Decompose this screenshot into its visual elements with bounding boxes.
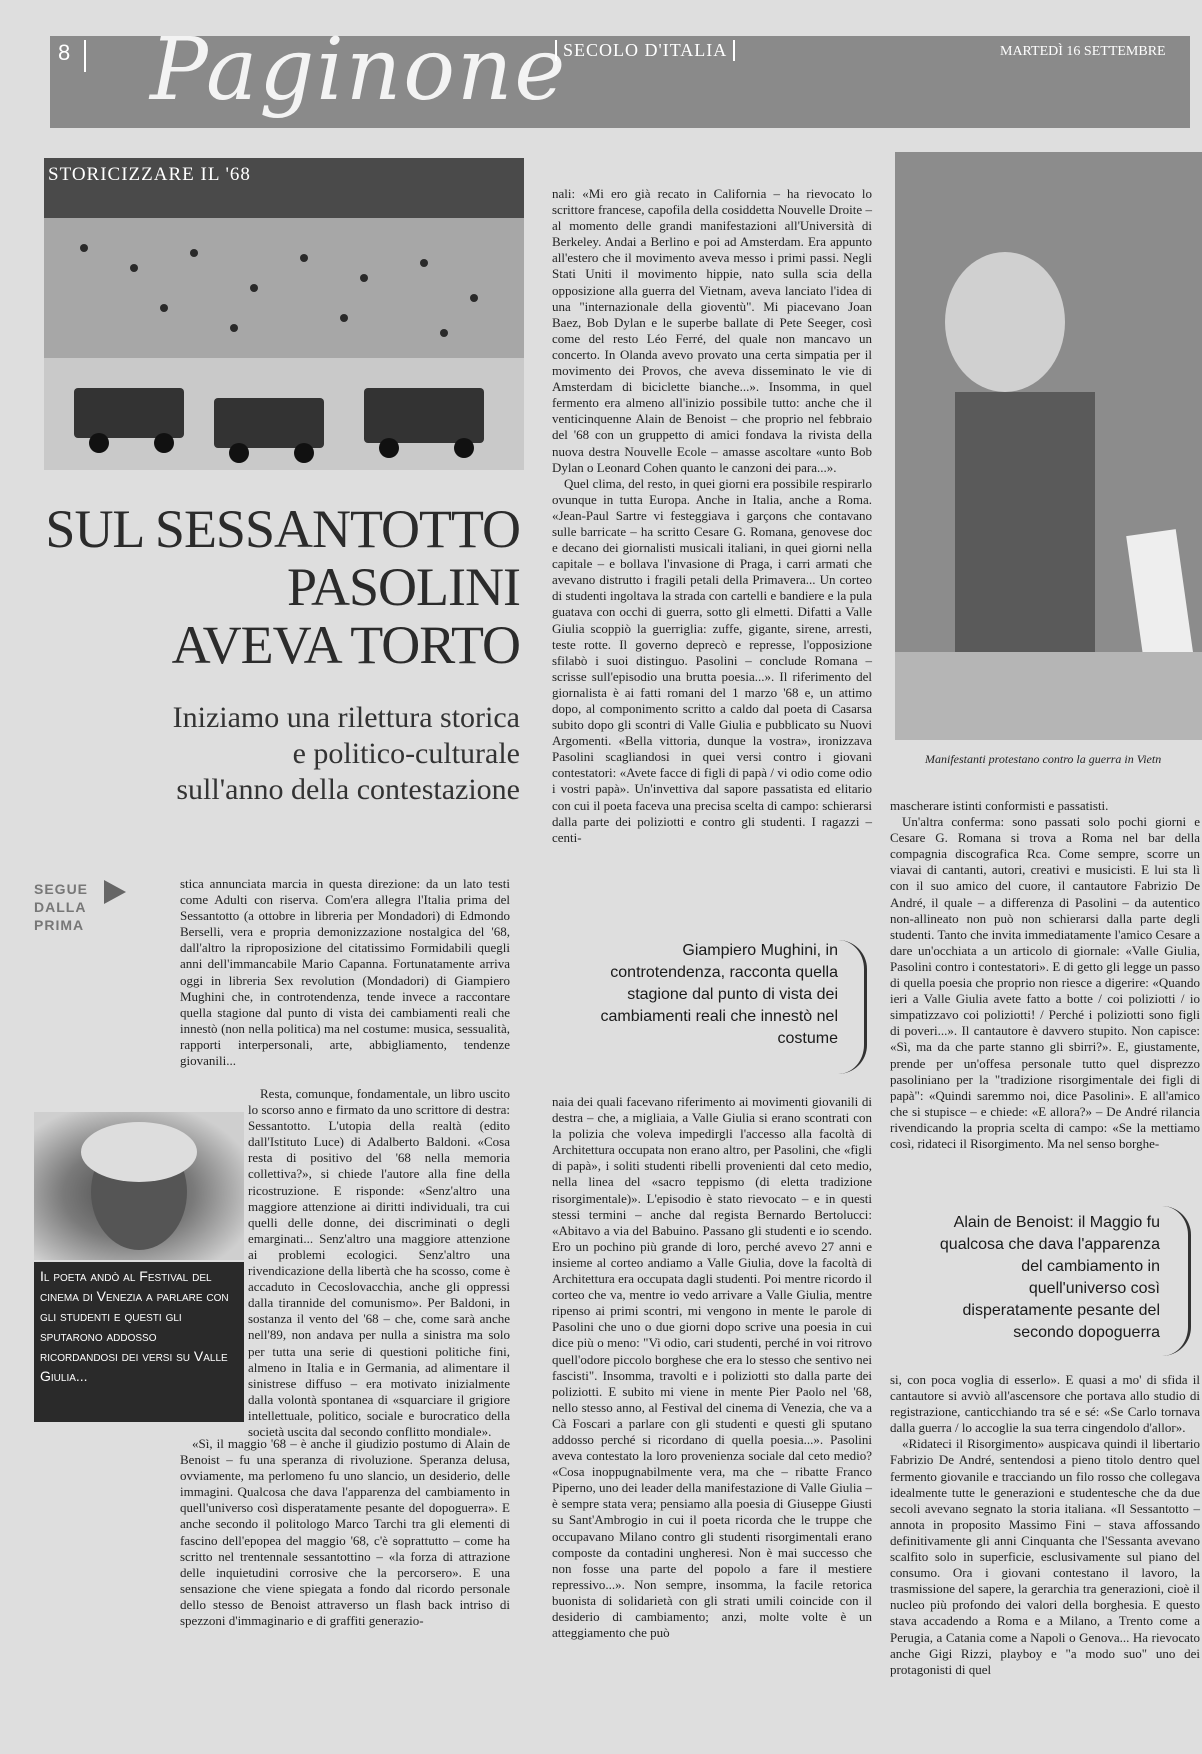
paragraph: Un'altra conferma: sono passati solo pochi giorni e Cesare G. Romana si trova a Roma nel bar della compagnia discografica Rca. Come sempre, scorre un viavai di cantanti, autori, creativi e musicisti. E lui sta lì con il suo amico del cuore, il cantautore Fabrizio De André, il quale – a differenza di Pasolini – da autentico non-allineato non può non schierarsi dalla parte degli studenti. Tanto che invita immediatamente l'amico Cesare a dare un'occhiata a un articolo di giornale: «Valle Giulia, Pasolini contro i contestatori». E di getto gli legge un passo di quella poesia che proprio non riesce a digerire: «Quando ieri a Valle Giulia avete fatto a botte / coi poliziotti / io simpatizzavo coi poliziotti! / Perché i poliziotti sono figli di poveri...». Il cantautore è davvero stupito. Non capisce: «Sì, ma da che parte stanno gli sbirri?». E, giustamente, prende per un'offesa personale tutto quel disprezzo pasoliniano per la "tradizione risorgimentale dei figli di papà": «Quindi saremmo noi, dice Pasolini». E all'amico che si stupisce – e chiede: «E allora?» – De André rilancia rivendicando la propria scelta di campo: «Se la mettiamo così, ridateci il Risorgimento. Ma nel senso borghe- [890,814,1200,1151]
portrait-photo [34,1112,244,1260]
paragraph: «Ridateci il Risorgimento» auspicava quindi il libertario Fabrizio De André, sentendosi a pieno titolo dentro quel fermento giovanile e tracciando un filo rosso che collegava idealmente tutte le generazioni e studentesche che da due secoli avevano segnato la storia italiana. «Il Sessantotto – annota in proposito Massimo Fini – stava affossando definitivamente gli anni Cinquanta che l'Sessanta avevano scalfito solo in superficie, esclusivamente sul piano del consumo. Ora i giovani contestano il lavoro, la trasmissione del sapere, la gerarchia tra generazioni, cioè il nucleo più profondo dei valori della borghesia. E questo stava accadendo a Roma e a Milano, a Trento come a Perugia, a Catania come a Napoli o Genova... Ha rievocato anche Gigi Rizzi, playboy e "a modo suo" uno dei protagonisti di quel [890,1436,1200,1677]
paragraph: stica annunciata marcia in questa direzione: da un lato testi come Adulti con riserva. Com'era allegra l'Italia prima del Sessantotto (a ottobre in libreria per Mondadori) di Edmondo Berselli, vera e propria demonizzazione nostalgica del '68, dall'altro la riproposizione del citatissimo Formidabili quegli anni dell'immancabile Mario Capanna. Fortunatamente arriva oggi in libreria Sex revolution (Mondadori) di Giampiero Mughini che, in controtendenza, tende invece a raccontare quella stagione dal punto di vista dei cambiamenti reali che innestò (non nella politica) ma nel costume: musica, sessualità, rapporti interpersonali, arte, abbigliamento, tendenze giovanili... [180,876,510,1069]
subheadline [40,700,520,808]
paragraph: Resta, comunque, fondamentale, un libro uscito lo scorso anno e firmato da uno scrittore di destra: Sessantotto. L'utopia della realtà (edito dall'Istituto Luce) di Adalberto Baldoni. «Cosa resta di positivo del '68 nella memoria collettiva?», si chiede l'autore alla fine della ricostruzione. E risponde: «Senz'altro una maggiore attenzione ai diritti individuali, tra cui quelli delle donne, dei discriminati o degli emarginati... Senz'altro una maggiore attenzione ai problemi ecologici. Senz'altro una rivendicazione della libertà che ha scosso, come è accaduto in Cecoslovacchia, anche gli oppressi dalla tirannide del comunismo». Per Baldoni, in sostanza il vento del '68 – che, come sarà anche nell'89, non andava per nulla a sinistra ma solo per tutta una serie di questioni politiche fini, almeno in Italia e in Germania, ad alimentare il sinistrese diffuso – era motivato inizialmente dalla volontà spontanea di «squarciare il grigiore intellettuale, politico, sociale e burocratico della società uscita dal secondo conflitto mondiale». [248,1086,510,1439]
headline-line-1: SUL SESSANTOTTO [45,499,520,559]
paragraph: nali: «Mi ero già recato in California – ha rievocato lo scrittore francese, capofila della cosiddetta Nouvelle Droite – al momento delle grandi manifestazioni all'Università di Berkeley. Andai a Berlino e poi ad Amsterdam. Era appunto all'estero che il movimento aveva messo i primi passi. Negli Stati Uniti il movimento hippie, nato sulla scia della opposizione alla guerra del Vietnam, aveva lanciato l'idea di una "internazionale della gioventù". Mi piacevano Joan Baez, Bob Dylan e le superbe ballate di Pete Seeger, così come del resto Léo Ferré, del quale non mancavo un concerto. In Olanda avevo provato una certa simpatia per il movimento dei Provos, che aveva disseminato le vie di Amsterdam di biciclette bianche...». Insomma, in quel fermento era almeno all'inizio possibile tutto: anche che il venticinquenne Alain de Benoist – che proprio nel febbraio del '68 con un gruppetto di amici fondava la rivista della nuova destra Nouvelle Ecole – amasse ascoltare «unto Bob Dylan o Leonard Cohen quanto le canzoni dei para...». [552,186,872,475]
paragraph: Quel clima, del resto, in quei giorni era possibile respirarlo ovunque in tutta Europa. Anche in Italia, anche a Roma. «Jean-Paul Sartre vi festeggiava i garçons che contavano sulle barricate – ha scritto Cesare G. Romana, genovese doc e decano dei giornalisti musicali italiani, in quei giorni nella capitale – e bollava l'invasione di Praga, i carri armati che avevano distrutto i fragili petali della Primavera... Un corteo di studenti ingoltava la strada con cartelli e bandiere e la pula guatava con occhi di guerra, sotto gli elmetti. Difatti a Valle Giulia scoppiò la guerriglia: zuffe, gigante, sirene, arresti, teste rotte. Il governo deprecò e represse, l'opposizione sfilabò i suoi distinguo. Pasolini – conclude Romana – scrisse sull'episodio una brutta poesia...». Il riferimento del giornalista è ai fatti romani del 1 marzo '68 e, un attimo dopo, al componimento scritto a caldo dal poeta di Casarsa subito dopo gli scontri di Valle Giulia e pubblicato su Nuovi Argomenti. «Bella vittoria, dunque la vostra», ironizzava Pasolini scagliandosi in quei versi contro i giovani contestatori: «Avete facce di figli di papà / vi odio come odio i vostri papà». Un'invettiva dal sapore passatista ed elitario con cui il poeta faceva una precisa scelta di campo: schierarsi dalla parte dei poliziotti e contro gli studenti. I ragazzi – centi- [552,475,872,845]
headline-line-2: PASOLINI [286,557,520,617]
protesters-photo [895,152,1202,740]
publication-date: MARTEDÌ 16 SETTEMBRE [1000,44,1166,59]
pullquote-bracket [1162,1206,1191,1356]
pullquote-bracket [838,940,867,1074]
lead-photo [44,158,524,470]
arrow-right-icon [104,880,126,904]
article-col1-intro [180,876,510,1069]
subhead-line-1: Iniziamo una rilettura storica [172,701,520,734]
segue-line-2: DALLA [34,899,87,915]
article-col1-benoist [180,1436,510,1629]
article-col2-top [552,186,872,846]
headline [40,500,520,674]
article-col1-cont [248,1086,510,1440]
paragraph: naia dei quali facevano riferimento ai movimenti giovanili di destra – che, a migliaia, a Valle Giulia si erano scontrati con la polizia che voleva impedirgli l'accesso alla facoltà di Architettura occupata non erano altro, per Pasolini, che «figli di papà», i soliti studenti ribelli provenienti dal ceto medio, nella linea del «sacro teppismo (di eletta tradizione risorgimentale)». L'episodio è stato rievocato – e in questi stessi termini – anche dal regista Bernardo Bertolucci: «Abitavo a via del Babuino. Passano gli studenti e io scendo. Ero un pochino più grande di loro, perché avevo 27 anni e insieme al corteo andiamo a Valle Giulia, dove la facoltà di Architettura era occupata dagli studenti. Poi mentre ricordo il corteo che va, mentre io vedo arrivare a Valle Giulia, mentre ripenso ai primi scontri, mi vengono in mente le parole di Pasolini che uno o due giorni dopo scrive una poesia in cui dice più o meno: "Vi odio, cari studenti, perché in voi ritrovo quell'odore piccolo borghese che era lo stesso che sentivo nei fascisti". Insomma, travolti e i poliziotti sto dalla parte dei poliziotti. E subito mi viene in mente Pier Paolo nel '68, nello stesso anno, al Festival del cinema di Venezia, che va a Cà Foscari a parlare con gli studenti e questi gli sputano addosso perché si ricordano di quella poesia...». Pasolini aveva contestato la loro provenienza sociale dal ceto medio? «Cosa inoppugnabilmente vera, ma che – ribatte Franco Piperno, uno dei leader della manifestazione di Valle Giulia – è sempre stata vera; pensiamo alla poesia di Giuseppe Giusti su Sant'Ambrogio in cui il poeta ricorda che le truppe che occupavano Milano contro gli studenti risorgimentali erano composte da contadini ungheresi. Non è mai successo che non fosse una parte del popolo a fare il mestiere repressivo...». Non sempre, insomma, la facile retorica buonista di solidarietà con gli strati umili coincide con il desiderio di cambiamento; anzi, molte volte è un atteggiamento che può [552,1094,872,1641]
portrait-image [34,1112,244,1260]
paragraph: «Sì, il maggio '68 – è anche il giudizio postumo di Alain de Benoist – fu una speranza di rivoluzione. Speranza delusa, ovviamente, ma perlomeno fu uno slancio, un desiderio, delle immagini. Qualcosa che dava l'apparenza del cambiamento in quell'universo così disperatamente pesante del dopoguerra». E anche secondo il politologo Marco Tarchi tra gli elementi di fascino dell'epopea del maggio '68, c'è soprattutto – come ha scritto nel trentennale sessantottino – «la forza di attrazione delle inquietudini corrosive che la percorsero». E una sensazione che viene spiegata a fondo dal ricordo personale dello stesso de Benoist attraverso un flash back intriso di spezzoni d'immaginario e di graffiti generazio- [180,1436,510,1629]
subhead-line-2: e politico-culturale [292,737,520,770]
section-title: Paginone [150,20,568,120]
headline-line-3: AVEVA TORTO [171,615,520,675]
article-col3-bottom [890,1372,1200,1678]
article-col2-bottom [552,1094,872,1641]
publication-name: SECOLO D'ITALIA [555,40,735,61]
subhead-line-3: sull'anno della contestazione [176,773,520,806]
segue-line-3: PRIMA [34,917,85,933]
page-number: 8 [58,40,86,72]
photo-caption: Manifestanti protestano contro la guerra in Vietn [925,752,1162,766]
pullquote-mughini: Giampiero Mughini, in controtendenza, racconta quella stagione dal punto di vista dei cambiamenti reali che innestò nel costume [600,942,838,1047]
pullquote-benoist: Alain de Benoist: il Maggio fu qualcosa che dava l'apparenza del cambiamento in quell'universo così disperatamente pesante del secondo dopoguerra [939,1214,1160,1341]
portrait-caption: Il poeta andò al Festival del cinema di Venezia a parlare con gli studenti e questi gli sputarono addosso ricordandosi dei versi su Valle Giulia... [34,1262,244,1422]
paragraph: si, con poca voglia di esserlo». E quasi a mo' di sfida il cantautore si avviò all'ascensore che portava allo studio di registrazione, canticchiando tra sé e sé: «Se Carlo tornava dalla guerra / lo accoglie la sua terra cingendolo d'allor». [890,1372,1200,1436]
segue-line-1: SEGUE [34,881,89,897]
protesters-image [895,152,1202,740]
segue-label [34,880,104,934]
article-col3-top [890,798,1200,1152]
photo-tag: STORICIZZARE IL '68 [48,164,251,185]
paragraph: mascherare istinti conformisti e passatisti. [890,798,1109,813]
protest-scene-image [44,158,524,470]
